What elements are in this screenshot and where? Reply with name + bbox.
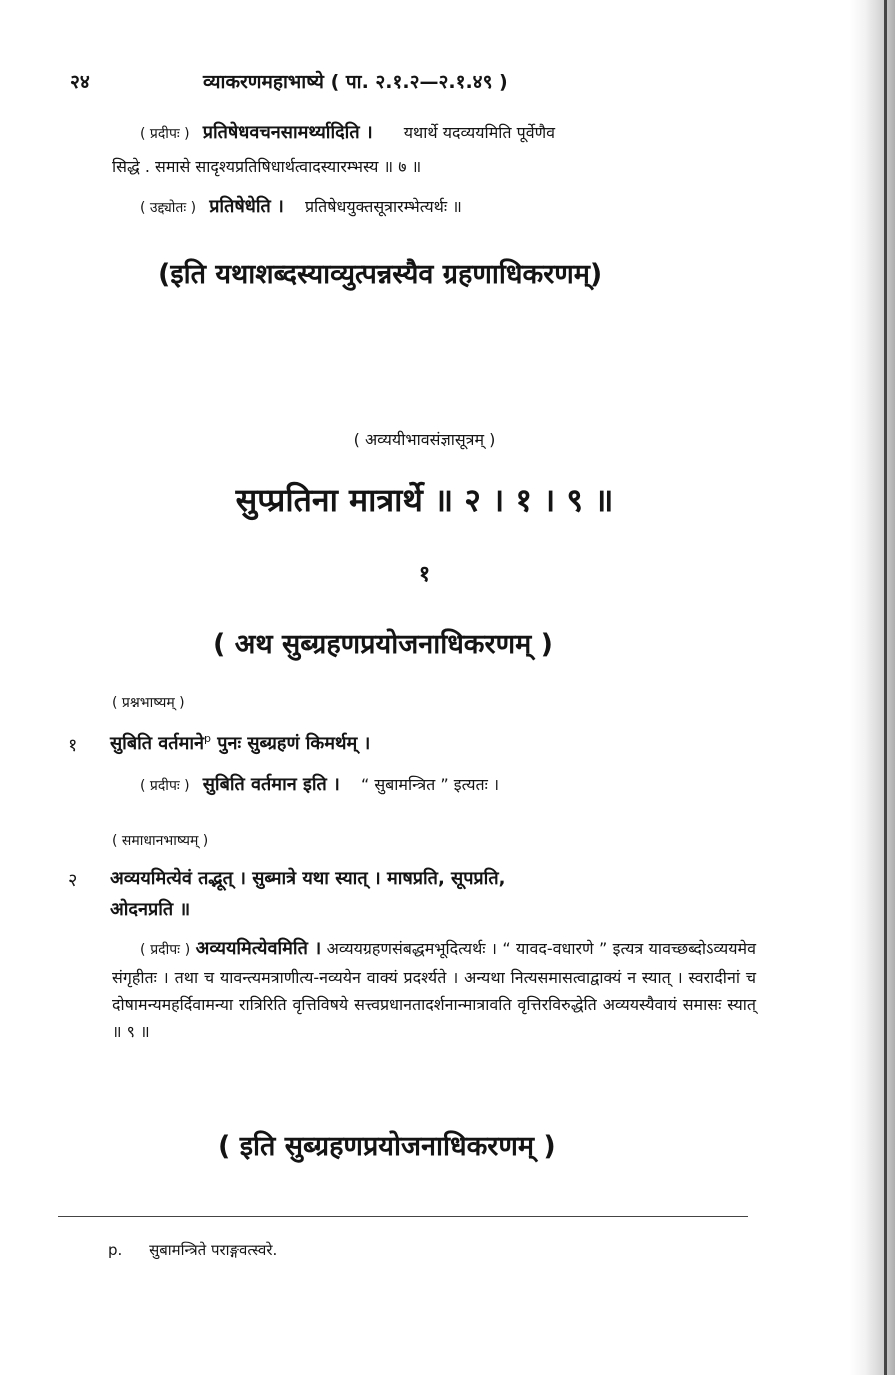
page-edge-shadow xyxy=(849,0,895,1375)
pradipa-paragraph-9 xyxy=(112,935,756,1045)
sutra-name: ( अव्ययीभावसंज्ञासूत्रम् ) xyxy=(353,430,496,449)
pradipa-text: यथार्थे यदव्ययमिति पूर्वेणैव xyxy=(403,123,556,142)
samadhana-bhashya-line2: ओदनप्रति ॥ xyxy=(110,899,191,920)
section-end-heading-1: (इति यथाशब्दस्याव्युत्पन्नस्यैव ग्रहणाधिकरणम्) xyxy=(158,259,603,290)
uddyota-text: प्रतिषेधयुक्तसूत्रारम्भेत्यर्थः ॥ xyxy=(304,197,462,216)
pradipa-lemma: प्रतिषेधवचनसामर्थ्यादिति । xyxy=(202,122,373,143)
pradipa-line-2 xyxy=(140,772,499,796)
pradipa-label: ( प्रदीपः ) xyxy=(140,942,191,958)
footnote-mark: p. xyxy=(108,1241,123,1259)
samadhana-bhashya-line1: अव्ययमित्येवं तद्भूत् । सुब्मात्रे यथा स्यात् । माषप्रति, सूपप्रति, xyxy=(110,868,506,889)
pradipa-7-line1 xyxy=(140,120,555,144)
pradipa-text: अव्ययग्रहणसंबद्धमभूदित्यर्थः । “ यावद-वधारणे ” इत्यत्र यावच्छब्दोऽव्ययमेव संगृहीतः । तथा च यावन्त्यमत्राणीत्य-नव्ययेन वाक्यं प्रदर्श्यते । अन्यथा नित्यसमासत्वाद्वाक्यं न स्यात् । स्वरादीनां च दोषामन्यमहर्दिवामन्या रात्रिरिति वृत्तिविषये सत्त्वप्रधानतादर्शनान्मात्रावति वृत्तिरविरुद्धेति अव्ययस्यैवायं समासः स्यात् ॥ ९ ॥ xyxy=(112,939,757,1041)
prashna-bhashya-text xyxy=(110,731,370,755)
bhashya-number-2: २ xyxy=(68,870,78,891)
footnote xyxy=(108,1240,277,1260)
footnote-marker: p xyxy=(203,732,211,745)
samadhana-bhashya-label: ( समाधानभाष्यम् ) xyxy=(112,833,209,849)
uddyota-line xyxy=(140,194,462,218)
page-edge-line xyxy=(884,0,887,1375)
prashna-bhashya-label: ( प्रश्नभाष्यम् ) xyxy=(112,695,185,711)
prashna-text-b: पुनः सुब्ग्रहणं किमर्थम् । xyxy=(210,733,371,754)
section-begin-heading: ( अथ सुब्ग्रहणप्रयोजनाधिकरणम् ) xyxy=(213,629,553,660)
page-number: २४ xyxy=(70,71,90,93)
pradipa-label: ( प्रदीपः ) xyxy=(140,126,190,142)
pradipa-7-line2: सिद्धे . समासे सादृश्यप्रतिषिधार्थत्वादस्यारम्भस्य ॥ ७ ॥ xyxy=(112,157,422,176)
prashna-text-a: सुबिति वर्तमाने xyxy=(110,733,204,754)
pradipa-text: “ सुबामन्त्रित ” इत्यतः । xyxy=(360,775,500,794)
footnote-text: सुबामन्त्रिते पराङ्गवत्स्वरे. xyxy=(149,1241,278,1259)
section-end-heading-2: ( इति सुब्ग्रहणप्रयोजनाधिकरणम् ) xyxy=(218,1131,556,1162)
pradipa-label: ( प्रदीपः ) xyxy=(140,778,190,794)
running-head: व्याकरणमहाभाष्ये ( पा. २.१.२—२.१.४९ ) xyxy=(203,71,508,93)
uddyota-lemma: प्रतिषेधेति । xyxy=(209,196,284,217)
pradipa-lemma: सुबिति वर्तमान इति । xyxy=(202,774,340,795)
bhashya-number-1: १ xyxy=(68,735,78,756)
pradipa-lemma: अव्ययमित्येवमिति । xyxy=(195,938,322,959)
footnote-rule xyxy=(58,1216,748,1217)
uddyota-label: ( उद्द्योतः ) xyxy=(140,200,197,216)
sutra-text: सुप्प्रतिना मात्रार्थे ॥ २ । १ । ९ ॥ xyxy=(235,481,614,519)
adhikarana-number: १ xyxy=(418,562,431,587)
